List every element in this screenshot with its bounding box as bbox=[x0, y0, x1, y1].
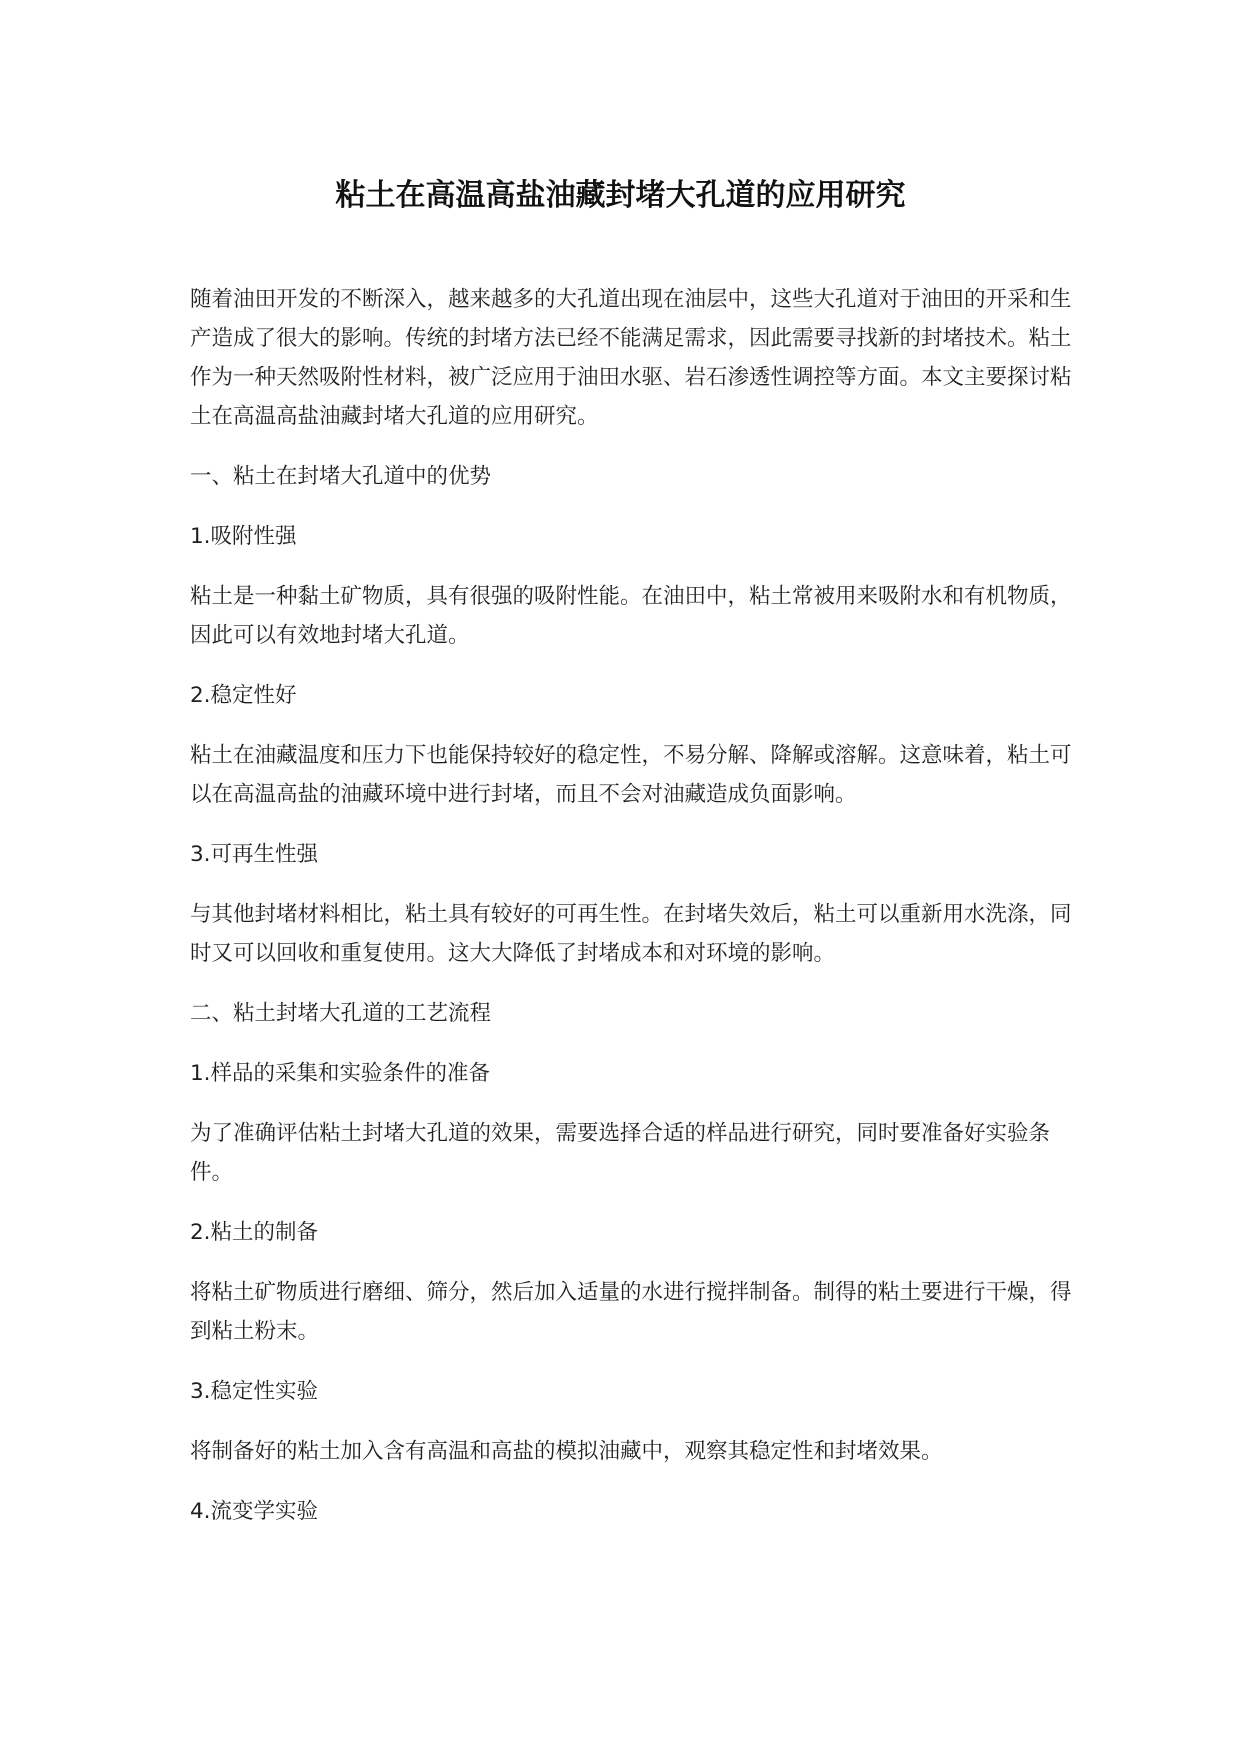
paragraph-1-1: 粘土是一种黏土矿物质，具有很强的吸附性能。在油田中，粘土常被用来吸附水和有机物质，因此可以有效地封堵大孔道。 bbox=[190, 584, 1072, 648]
section-heading-1: 一、粘土在封堵大孔道中的优势 bbox=[190, 464, 492, 489]
paragraph-1-3: 与其他封堵材料相比，粘土具有较好的可再生性。在封堵失效后，粘土可以重新用水洗涤，同时又可以回收和重复使用。这大大降低了封堵成本和对环境的影响。 bbox=[190, 902, 1072, 966]
paragraph-2-2: 将粘土矿物质进行磨细、筛分，然后加入适量的水进行搅拌制备。制得的粘土要进行干燥，得到粘土粉末。 bbox=[190, 1280, 1072, 1344]
subsection-heading-1-2: 2.稳定性好 bbox=[190, 683, 297, 708]
subsection-heading-1-1: 1.吸附性强 bbox=[190, 524, 297, 549]
intro-paragraph: 随着油田开发的不断深入，越来越多的大孔道出现在油层中，这些大孔道对于油田的开采和生产造成了很大的影响。传统的封堵方法已经不能满足需求，因此需要寻找新的封堵技术。粘土作为一种天然吸附性材料，被广泛应用于油田水驱、岩石渗透性调控等方面。本文主要探讨粘土在高温高盐油藏封堵大孔道的应用研究。 bbox=[190, 287, 1072, 429]
subsection-heading-2-4: 4.流变学实验 bbox=[190, 1499, 319, 1524]
section-heading-2: 二、粘土封堵大孔道的工艺流程 bbox=[190, 1001, 492, 1026]
paragraph-2-1: 为了准确评估粘土封堵大孔道的效果，需要选择合适的样品进行研究，同时要准备好实验条件。 bbox=[190, 1121, 1051, 1185]
document-title: 粘土在高温高盐油藏封堵大孔道的应用研究 bbox=[335, 178, 906, 213]
document-body bbox=[190, 280, 1080, 1552]
paragraph-2-3: 将制备好的粘土加入含有高温和高盐的模拟油藏中，观察其稳定性和封堵效果。 bbox=[190, 1439, 943, 1464]
subsection-heading-2-1: 1.样品的采集和实验条件的准备 bbox=[190, 1061, 491, 1086]
subsection-heading-2-3: 3.稳定性实验 bbox=[190, 1379, 319, 1404]
paragraph-1-2: 粘土在油藏温度和压力下也能保持较好的稳定性，不易分解、降解或溶解。这意味着，粘土可以在高温高盐的油藏环境中进行封堵，而且不会对油藏造成负面影响。 bbox=[190, 743, 1072, 807]
subsection-heading-2-2: 2.粘土的制备 bbox=[190, 1220, 319, 1245]
subsection-heading-1-3: 3.可再生性强 bbox=[190, 842, 319, 867]
